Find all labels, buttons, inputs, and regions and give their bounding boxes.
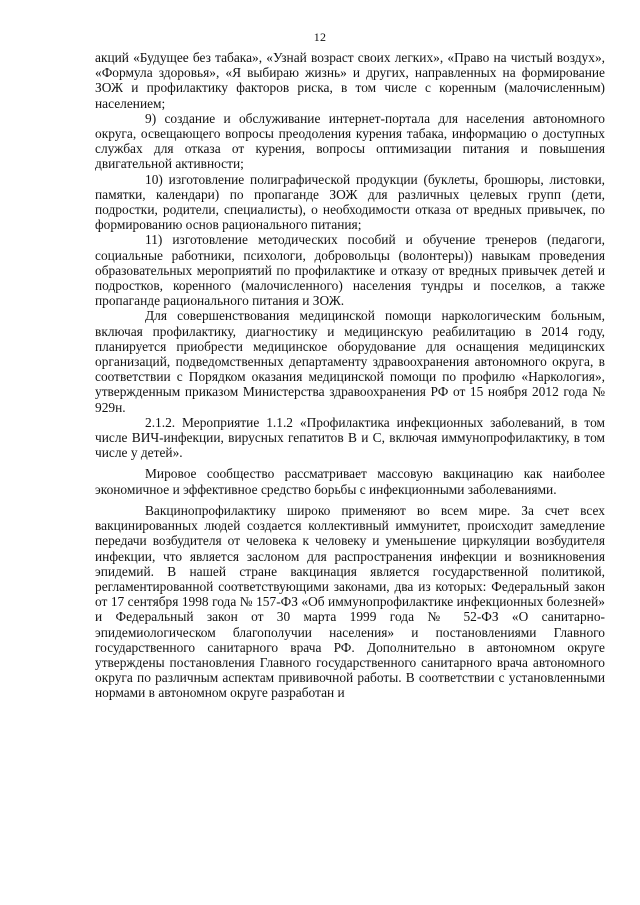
paragraph-measure-1-1-2: 2.1.2. Мероприятие 1.1.2 «Профилактика инфекционных заболеваний, в том числе ВИЧ-инфекции, вирусных гепатитов В и С, включая иммунопрофилактику, в том числе у детей». — [95, 414, 605, 461]
page-number: 12 — [313, 30, 327, 44]
document-body — [95, 50, 605, 701]
paragraph-mass-vaccination: Мировое сообщество рассматривает массовую вакцинацию как наиболее экономичное и эффективное средство борьбы с инфекционными заболеваниями. — [95, 466, 605, 497]
paragraph-narcology-equipment: Для совершенствования медицинской помощи наркологическим больным, включая профилактику, диагностику и медицинскую реабилитацию в 2014 году, планируется приобрести медицинское оборудование для оснащения медицинских организаций, подведомственных департаменту здравоохранения автономного округа, в соответствии с Порядком оказания медицинской помощи по профилю «Наркология», утвержденным приказом Министерства здравоохранения РФ от 15 ноября 2012 года № 929н. — [95, 308, 605, 415]
paragraph-item-10: 10) изготовление полиграфической продукции (буклеты, брошюры, листовки, памятки, календари) по пропаганде ЗОЖ для различных целевых групп (дети, подростки, родители, специалисты), о необходимости отказа от вредных привычек, по формированию основ рационального питания; — [95, 171, 605, 233]
paragraph-item-11: 11) изготовление методических пособий и обучение тренеров (педагоги, социальные работники, психологи, добровольцы (волонтеры)) навыкам проведения образовательных мероприятий по профилактике и отказу от вредных привычек детей и подростков, коренного (малочисленного) населения тундры и поселков, а также пропаганде рационального питания и ЗОЖ. — [95, 232, 605, 309]
paragraph-vaccine-prophylaxis: Вакцинопрофилактику широко применяют во всем мире. За счет всех вакцинированных людей создается коллективный иммунитет, происходит замедление передачи возбудителя от человека к человеку и уменьшение циркуляции возбудителя инфекции, что является заслоном для распространения инфекции и возникновения эпидемий. В нашей стране вакцинация является государственной политикой, регламентированной соответствующими законами, два из которых: Федеральный закон от 17 сентября 1998 года № 157-ФЗ «Об иммунопрофилактике инфекционных болезней» и Федеральный закон от 30 марта 1999 года № 52-ФЗ «О санитарно-эпидемиологическом благополучии населения» и постановлениями Главного государственного санитарного врача РФ. Дополнительно в автономном округе утверждены постановления Главного государственного санитарного врача автономного округа по различным аспектам прививочной работы. В соответствии с установленными нормами в автономном округе разработан и — [95, 502, 605, 701]
paragraph-item-9: 9) создание и обслуживание интернет-портала для населения автономного округа, освещающего вопросы преодоления курения табака, информацию о доступных службах для отказа от курения, вопросы оптимизации питания и повышения двигательной активности; — [95, 110, 605, 172]
paragraph-continuation: акций «Будущее без табака», «Узнай возраст своих легких», «Право на чистый воздух», «Формула здоровья», «Я выбираю жизнь» и других, направленных на формирование ЗОЖ и профилактику факторов риска, в том числе с коренным (малочисленным) населением; — [95, 50, 605, 111]
